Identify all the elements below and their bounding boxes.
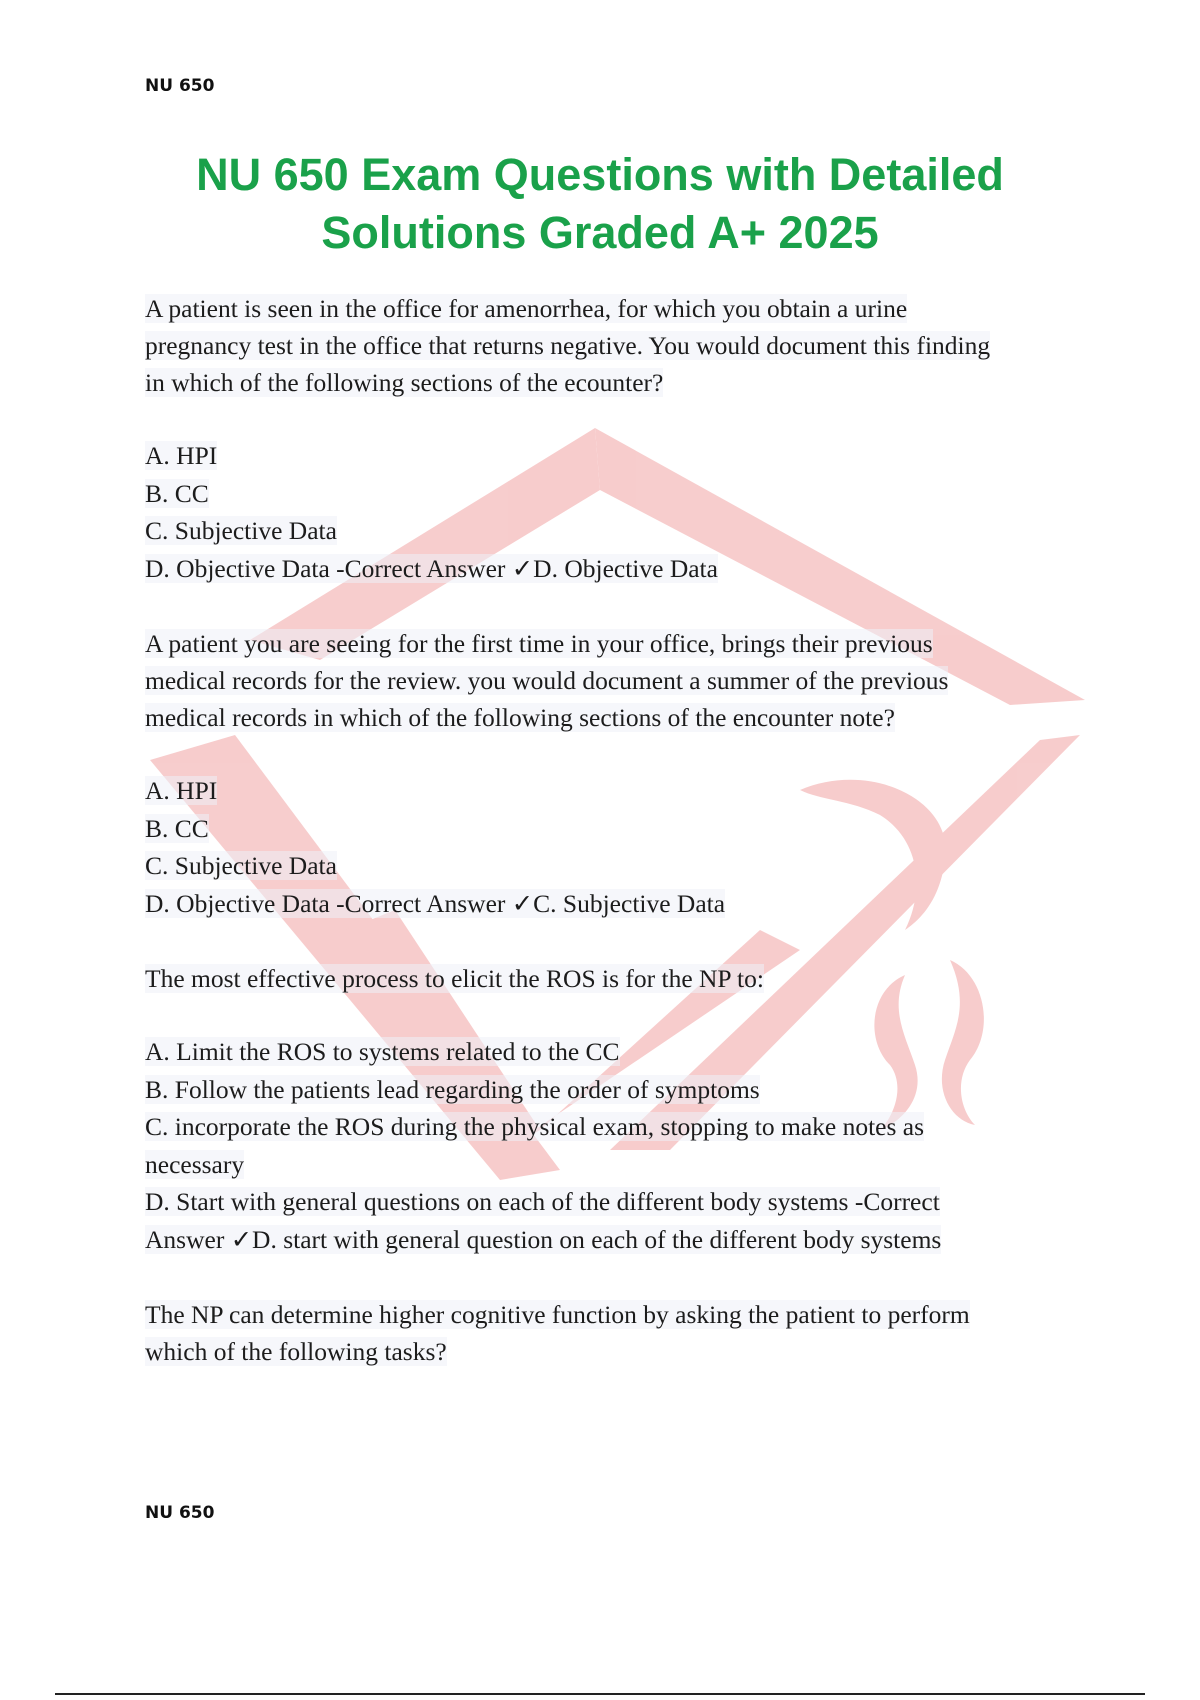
- question-block: [145, 960, 1105, 1258]
- document-title: [100, 146, 1100, 262]
- answer-option-correct: D. Start with general questions on each of the different body systems -Correct: [145, 1187, 940, 1216]
- question-block: [145, 290, 1105, 587]
- answer-option: C. incorporate the ROS during the physical exam, stopping to make notes as: [145, 1112, 925, 1141]
- question-content: [145, 290, 1105, 1370]
- answer-option-correct: D. Objective Data -Correct Answer ✓D. Objective Data: [145, 553, 718, 583]
- question-stem-line: A patient you are seeing for the first time in your office, brings their previous: [145, 629, 933, 658]
- footer-course-code: NU 650: [145, 1503, 215, 1523]
- answer-option-correct-continuation: Answer ✓D. start with general question on each of the different body systems: [145, 1224, 942, 1254]
- question-stem-line: The most effective process to elicit the ROS is for the NP to:: [145, 964, 764, 993]
- question-stem-line: A patient is seen in the office for amenorrhea, for which you obtain a urine: [145, 294, 908, 323]
- footer-divider: [55, 1693, 1145, 1695]
- title-line-2: Solutions Graded A+ 2025: [321, 207, 879, 258]
- title-line-1: NU 650 Exam Questions with Detailed: [196, 149, 1004, 200]
- answer-option: C. Subjective Data: [145, 516, 337, 545]
- header-course-code: NU 650: [145, 76, 215, 96]
- answer-option: A. HPI: [145, 441, 218, 470]
- question-stem-line: pregnancy test in the office that returns negative. You would document this finding: [145, 331, 991, 360]
- question-stem-line: The NP can determine higher cognitive function by asking the patient to perform: [145, 1300, 970, 1329]
- question-stem-line: in which of the following sections of the ecounter?: [145, 368, 664, 397]
- answer-option: B. CC: [145, 813, 209, 843]
- question-block: [145, 1296, 1105, 1370]
- question-stem-line: which of the following tasks?: [145, 1337, 447, 1366]
- answer-option: A. Limit the ROS to systems related to the CC: [145, 1037, 620, 1066]
- question-block: [145, 625, 1105, 922]
- answer-option: A. HPI: [145, 776, 218, 805]
- answer-option: B. Follow the patients lead regarding the order of symptoms: [145, 1074, 760, 1104]
- question-stem-line: medical records in which of the following sections of the encounter note?: [145, 703, 895, 732]
- answer-option: B. CC: [145, 478, 209, 508]
- question-stem-line: medical records for the review. you would document a summer of the previous: [145, 666, 949, 695]
- answer-option-correct: D. Objective Data -Correct Answer ✓C. Subjective Data: [145, 888, 726, 918]
- answer-option: C. Subjective Data: [145, 851, 337, 880]
- answer-option-continuation: necessary: [145, 1149, 245, 1179]
